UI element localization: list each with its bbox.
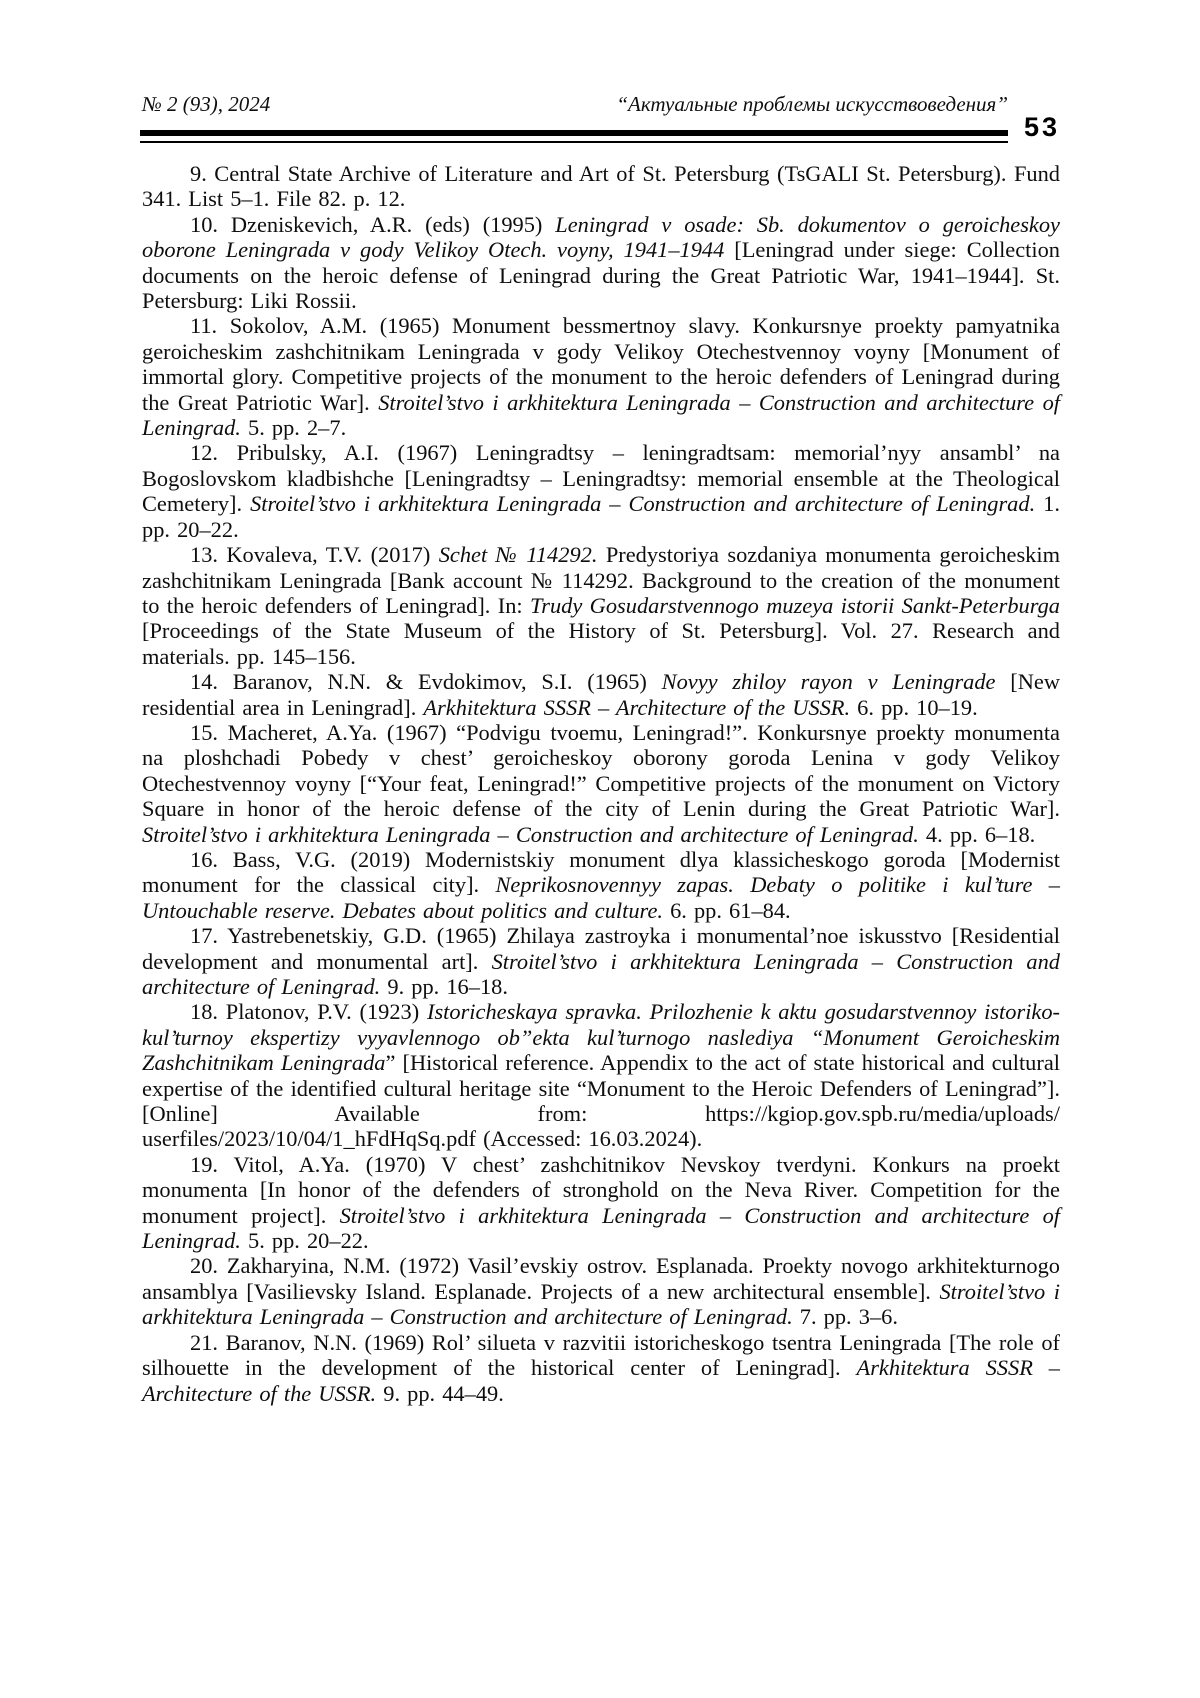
references-list: [142, 161, 1060, 1406]
header-rule-thin: [140, 141, 1008, 143]
reference-entry: [142, 212, 1060, 314]
reference-entry: [142, 1152, 1060, 1254]
reference-title-italic: Stroitel’stvo i arkhitektura Leningrada – Construction and architecture of Leningrad.: [142, 1278, 1060, 1330]
reference-entry: [142, 542, 1060, 669]
reference-text: 12. Pribulsky, A.I. (1967) Leningradtsy – leningradtsam: memorial’nyy ansambl’ na Bogoslovskom kladbishche [Leningradtsy – Leningradtsy: memorial ensemble at the Theological Cemetery].: [142, 440, 1060, 517]
reference-text: 21. Baranov, N.N. (1969) Rol’ silueta v razvitii istoricheskogo tsentra Leningrada [The role of silhouette in the development of the historical center of Leningrad].: [142, 1329, 1060, 1381]
reference-title-italic: Stroitel’stvo i arkhitektura Leningrada – Construction and architecture of Leningrad.: [142, 821, 919, 847]
reference-title-italic: Schet № 114292.: [438, 542, 598, 568]
reference-text: 19. Vitol, A.Ya. (1970) V chest’ zashchitnikov Nevskoy tverdyni. Konkurs na proekt monumenta [In honor of the defenders of stronghold on the Neva River. Competition for the monument project].: [142, 1151, 1060, 1228]
reference-text: 16. Bass, V.G. (2019) Modernistskiy monument dlya klassicheskogo goroda [Modernist monument for the classical city].: [142, 846, 1060, 898]
reference-title-italic: Leningrad v osade: Sb. dokumentov o geroicheskoy oborone Leningrada v gody Velikoy Otech. voyny, 1941–1944: [142, 211, 1060, 263]
reference-title-italic: Novyy zhiloy rayon v Leningrade: [661, 669, 996, 695]
reference-entry: [142, 440, 1060, 542]
reference-title-italic: Istoricheskaya spravka. Prilozhenie k aktu gosudarstvennoy istoriko-kul’turnoy ekspertizy vyyavlennogo ob”ekta kul’turnogo naslediya “Monument Geroicheskim Zashchitnikam Leningrada: [142, 999, 1060, 1076]
reference-entry: [142, 161, 1060, 212]
header-rule-thick: [140, 130, 1008, 136]
reference-title-italic: Neprikosnovennyy zapas. Debaty o politike i kul’ture – Untouchable reserve. Debates about politics and culture.: [142, 872, 1060, 923]
reference-title-italic: Arkhitektura SSSR – Architecture of the USSR.: [142, 1355, 1061, 1406]
reference-text: 9. pp. 44–49.: [376, 1380, 504, 1406]
reference-title-italic: Arkhitektura SSSR – Architecture of the USSR.: [423, 694, 851, 720]
reference-title-italic: Trudy Gosudarstvennogo muzeya istorii Sankt-Peterburga: [530, 592, 1061, 618]
reference-text: 11. Sokolov, A.M. (1965) Monument bessmertnoy slavy. Konkursnye proekty pamyatnika geroicheskim zashchitnikam Leningrada v gody Velikoy Otechestvennoy voyny [Monument of immortal glory. Competitive projects of the monument to the heroic defenders of Leningrad during the Great Patriotic War].: [142, 313, 1060, 415]
reference-text: Predystoriya sozdaniya monumenta geroicheskim zashchitnikam Leningrada [Bank account № 114292. Background to the creation of the monument to the heroic defenders of Leningrad]. In:: [142, 542, 1060, 618]
reference-text: 1. pp. 20–22.: [142, 491, 1060, 542]
reference-text: 10. Dzeniskevich, A.R. (eds) (1995): [190, 211, 556, 237]
reference-text: 7. pp. 3–6.: [792, 1304, 898, 1330]
reference-text: 20. Zakharyina, N.M. (1972) Vasil’evskiy ostrov. Esplanada. Proekty novogo arkhitekturnogo ansamblya [Vasilievsky Island. Esplanade. Projects of a new architectural ensemble].: [142, 1253, 1060, 1304]
reference-text: 17. Yastrebenetskiy, G.D. (1965) Zhilaya zastroyka i monumental’noe iskusstvo [Residential development and monumental art].: [142, 923, 1060, 974]
page-header: [142, 92, 1008, 117]
reference-entry: [142, 669, 1060, 720]
reference-entry: [142, 313, 1060, 440]
page-number: 53: [1024, 112, 1061, 142]
reference-text: 14. Baranov, N.N. & Evdokimov, S.I. (1965): [190, 669, 662, 695]
reference-text: [Leningrad under siege: Collection documents on the heroic defense of Leningrad during the Great Patriotic War, 1941–1944]. St. Petersburg: Liki Rossii.: [142, 237, 1060, 314]
reference-text: 6. pp. 61–84.: [662, 897, 791, 923]
reference-entry: [142, 720, 1060, 847]
reference-text: 4. pp. 6–18.: [918, 821, 1036, 847]
reference-title-italic: Stroitel’stvo i arkhitektura Leningrada – Construction and architecture of Leningrad.: [142, 948, 1060, 999]
reference-title-italic: Stroitel’stvo i arkhitektura Leningrada – Construction and architecture of Leningrad.: [250, 491, 1036, 517]
reference-title-italic: Stroitel’stvo i arkhitektura Leningrada – Construction and architecture of Leningrad.: [142, 389, 1060, 441]
reference-entry: [142, 847, 1060, 923]
reference-text: 5. pp. 20–22.: [240, 1228, 369, 1254]
reference-text: 15. Macheret, A.Ya. (1967) “Podvigu tvoemu, Leningrad!”. Konkursnye proekty monumenta na ploshchadi Pobedy v chest’ geroicheskoy oborony goroda Lenina v gody Velikoy Otechestvennoy voyny [“Your feat, Leningrad!” Competitive projects of the monument on Victory Square in honor of the heroic defense of the city of Lenin during the Great Patriotic War].: [142, 719, 1060, 822]
reference-text: 5. pp. 2–7.: [240, 415, 347, 441]
reference-entry: [142, 999, 1060, 1151]
reference-text: 6. pp. 10–19.: [850, 694, 978, 720]
reference-entry: [142, 1330, 1060, 1406]
reference-text: 13. Kovaleva, T.V. (2017): [190, 542, 439, 568]
reference-text: [New residential area in Leningrad].: [142, 669, 1060, 720]
reference-entry: [142, 1253, 1060, 1329]
reference-entry: [142, 923, 1060, 999]
reference-text: ” [Historical reference. Appendix to the act of state historical and cultural expertise of the identified cultural heritage site “Monument to the Heroic Defenders of Leningrad”]. [Online] Available from: https://kgiop.gov.spb.ru/media/uploads/ userfiles/2023/10/04/1_hFdHqSq.pdf (Accessed: 16.03.2024).: [142, 1050, 1060, 1152]
reference-text: 9. Central State Archive of Literature and Art of St. Petersburg (TsGALI St. Petersburg). Fund 341. List 5–1. File 82. p. 12.: [142, 161, 1060, 212]
reference-text: 18. Platonov, P.V. (1923): [190, 999, 427, 1025]
reference-text: [Proceedings of the State Museum of the History of St. Petersburg]. Vol. 27. Research and materials. pp. 145–156.: [142, 618, 1060, 669]
reference-text: 9. pp. 16–18.: [380, 974, 508, 999]
issue-label: № 2 (93), 2024: [142, 92, 271, 116]
journal-title: “Актуальные проблемы искусствоведения”: [616, 92, 1008, 116]
reference-title-italic: Stroitel’stvo i arkhitektura Leningrada – Construction and architecture of Leningrad.: [142, 1202, 1060, 1254]
